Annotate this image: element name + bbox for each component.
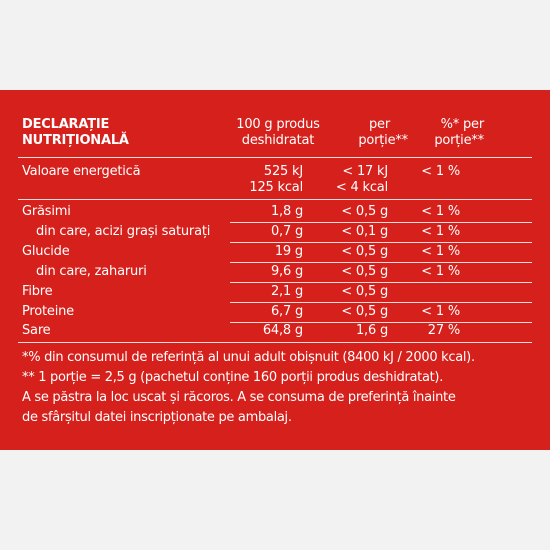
header-per-portion-line2: porție** — [358, 133, 408, 148]
footnote-portion-size: ** 1 porție = 2,5 g (pachetul conține 160 porții produs deshidratat). — [22, 370, 444, 385]
nutrient-pct: 27 % — [427, 323, 460, 338]
divider-energy — [18, 199, 532, 200]
nutrient-portion: < 0,5 g — [341, 284, 388, 299]
divider-footer — [18, 342, 532, 343]
table-row — [0, 303, 550, 321]
divider-header — [18, 157, 532, 158]
header-per-portion — [338, 117, 408, 149]
energy-label: Valoare energetică — [22, 164, 141, 179]
nutrient-per100: 6,7 g — [270, 304, 303, 319]
nutrient-name: Glucide — [22, 244, 70, 259]
storage-instructions-line1: A se păstra la loc uscat și răcoros. A se consuma de preferință înainte — [22, 390, 456, 405]
table-row — [0, 283, 550, 301]
header-per-portion-line1: per — [369, 117, 390, 132]
footnotes — [22, 348, 542, 428]
energy-row-kcal — [0, 179, 550, 197]
storage-instructions-line2: de sfârșitul datei inscripționate pe ambalaj. — [22, 410, 292, 425]
energy-kj-portion: < 17 kJ — [342, 164, 388, 179]
header-per-100g-line1: 100 g produs — [236, 117, 320, 132]
header-pct-portion-line2: porție** — [434, 133, 484, 148]
declaration-title — [22, 117, 129, 149]
table-row — [0, 263, 550, 281]
nutrient-per100: 9,6 g — [270, 264, 303, 279]
table-row — [0, 322, 550, 340]
table-row — [0, 243, 550, 261]
nutrient-portion: < 0,5 g — [341, 204, 388, 219]
header-pct-portion-line1: %* per — [440, 117, 484, 132]
nutrient-name: Proteine — [22, 304, 74, 319]
footnote-reference-intake: *% din consumul de referință al unui adult obișnuit (8400 kJ / 2000 kcal). — [22, 350, 475, 365]
nutrient-per100: 19 g — [274, 244, 303, 259]
nutrient-name: din care, zaharuri — [36, 264, 147, 279]
nutrient-per100: 2,1 g — [270, 284, 303, 299]
nutrient-per100: 1,8 g — [270, 204, 303, 219]
nutrient-portion: 1,6 g — [355, 323, 388, 338]
nutrient-portion: < 0,1 g — [341, 224, 388, 239]
header-per-100g-line2: deshidratat — [241, 133, 315, 148]
energy-kcal-100g: 125 kcal — [249, 180, 303, 195]
nutrient-portion: < 0,5 g — [341, 304, 388, 319]
nutrient-name: Grăsimi — [22, 204, 71, 219]
nutrient-name: din care, acizi grași saturați — [36, 224, 211, 239]
energy-pct: < 1 % — [421, 164, 460, 179]
table-row — [0, 203, 550, 221]
declaration-title-line1: DECLARAȚIE — [22, 117, 110, 132]
nutrient-portion: < 0,5 g — [341, 264, 388, 279]
energy-kj-100g: 525 kJ — [263, 164, 303, 179]
nutrient-name: Sare — [22, 323, 51, 338]
nutrient-pct: < 1 % — [421, 264, 460, 279]
table-row — [0, 223, 550, 241]
nutrient-name: Fibre — [22, 284, 53, 299]
nutrient-per100: 0,7 g — [270, 224, 303, 239]
nutrient-portion: < 0,5 g — [341, 244, 388, 259]
nutrient-per100: 64,8 g — [262, 323, 303, 338]
nutrient-pct: < 1 % — [421, 204, 460, 219]
nutrient-pct: < 1 % — [421, 244, 460, 259]
nutrient-pct: < 1 % — [421, 304, 460, 319]
header-pct-portion — [412, 117, 484, 149]
nutrient-pct: < 1 % — [421, 224, 460, 239]
header-per-100g — [223, 117, 333, 149]
declaration-title-line2: NUTRIȚIONALĂ — [22, 133, 129, 148]
energy-kcal-portion: < 4 kcal — [335, 180, 388, 195]
